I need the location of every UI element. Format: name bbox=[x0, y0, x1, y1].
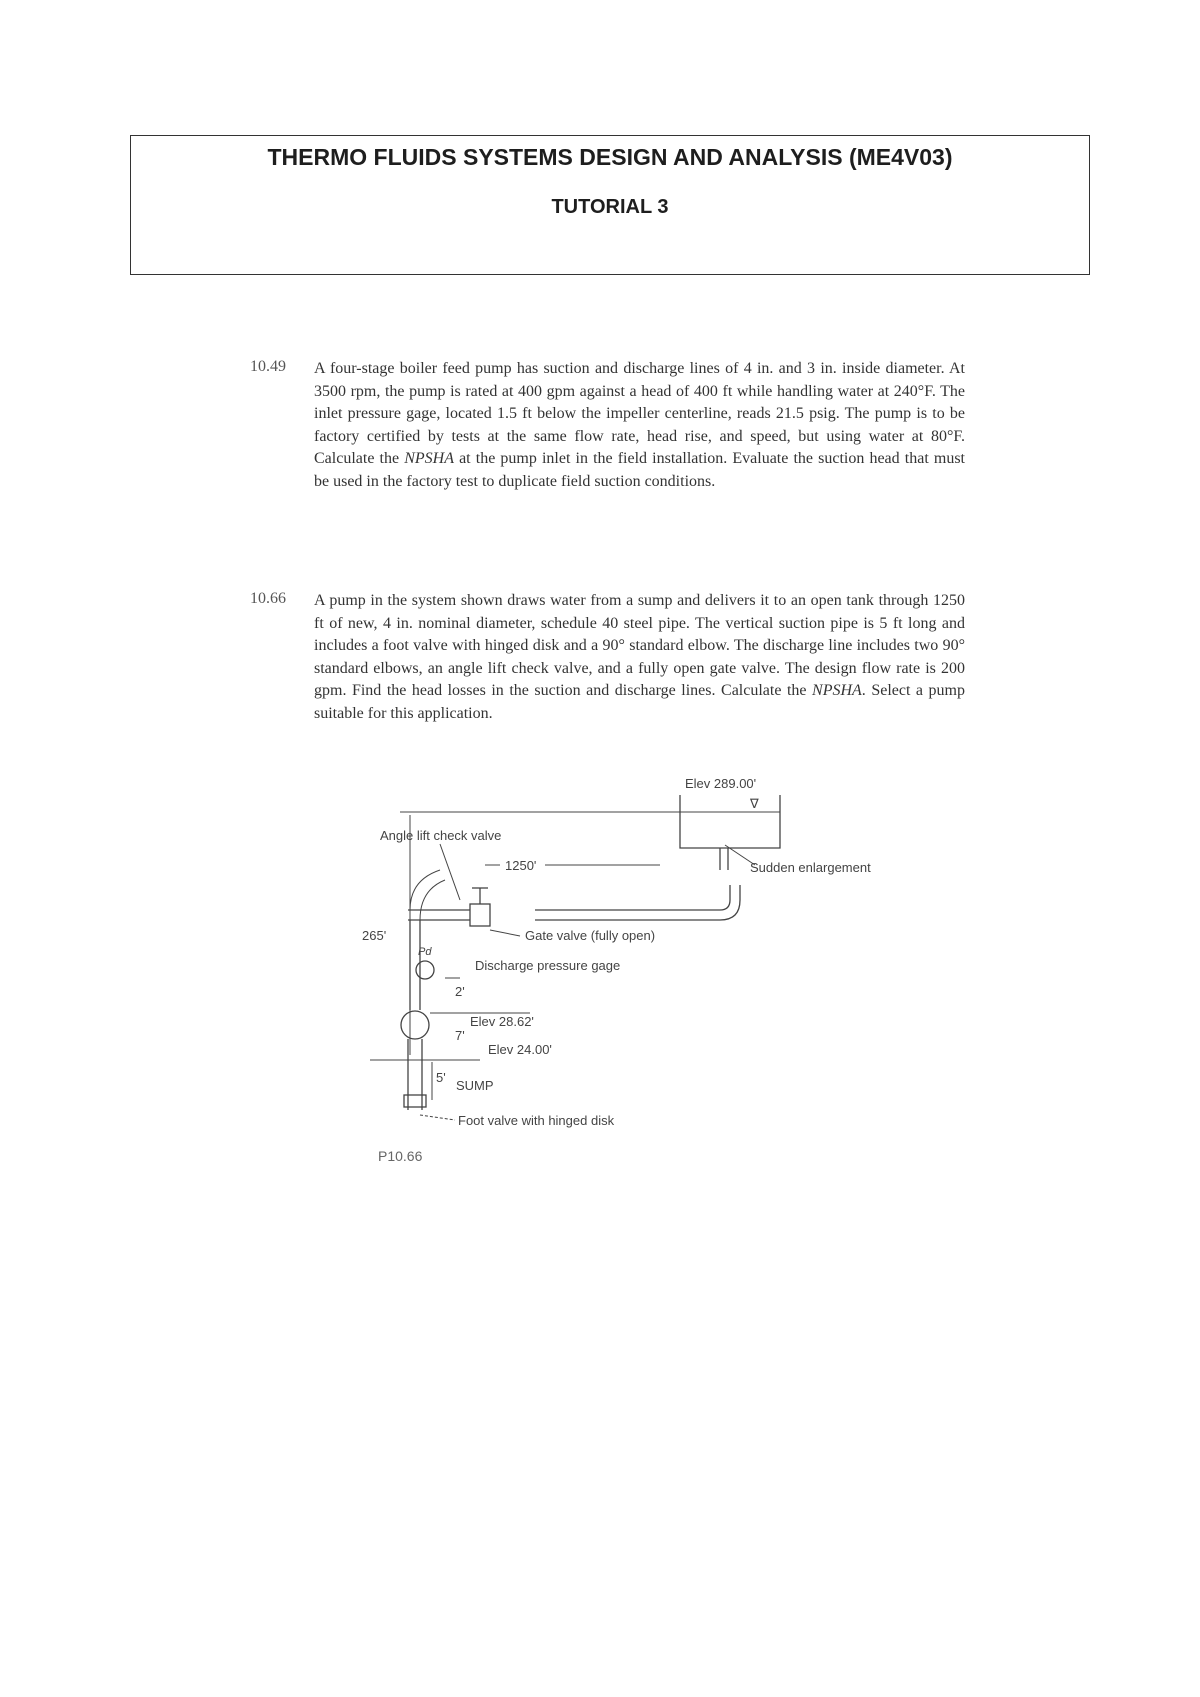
label-two-ft: 2' bbox=[455, 984, 465, 999]
label-elev-top: Elev 289.00' bbox=[685, 776, 757, 791]
problem-text-italic: NPSHA bbox=[812, 682, 862, 699]
label-height: 265' bbox=[362, 928, 387, 943]
problem-text bbox=[314, 358, 965, 493]
tank-outline bbox=[680, 795, 780, 848]
label-foot-valve: Foot valve with hinged disk bbox=[458, 1113, 615, 1128]
problem-text bbox=[314, 590, 965, 725]
problem-10-49 bbox=[250, 358, 965, 493]
figure-number: P10.66 bbox=[378, 1148, 423, 1164]
leader-angle-valve bbox=[440, 844, 460, 900]
problem-text-part: . Select a pump suitable for this application. bbox=[314, 682, 965, 722]
label-angle-valve: Angle lift check valve bbox=[380, 828, 502, 843]
pressure-gage-icon bbox=[416, 961, 434, 979]
leader-gate bbox=[490, 930, 520, 936]
foot-valve bbox=[404, 1095, 426, 1107]
label-surface-mark: ∇ bbox=[750, 796, 759, 811]
riser-pipe bbox=[410, 920, 420, 1010]
label-gate: Gate valve (fully open) bbox=[525, 928, 656, 943]
pump-system-figure bbox=[362, 770, 910, 1140]
pump-icon bbox=[401, 1011, 429, 1039]
problem-10-66 bbox=[250, 590, 965, 725]
label-elev-24: Elev 24.00' bbox=[488, 1042, 552, 1057]
problem-text-italic: NPSHA bbox=[404, 450, 454, 467]
problem-text-part: at the pump inlet in the field installation. Evaluate the suction head that must be used in the factory test to duplicate field suction conditions. bbox=[314, 450, 965, 490]
gate-valve bbox=[470, 904, 490, 926]
elbow-top-left bbox=[410, 870, 445, 920]
header-box bbox=[130, 135, 1090, 275]
tutorial-title: TUTORIAL 3 bbox=[551, 196, 669, 218]
label-length: 1250' bbox=[505, 858, 537, 873]
leader-foot-valve bbox=[420, 1115, 455, 1120]
course-title: THERMO FLUIDS SYSTEMS DESIGN AND ANALYSIS (ME4V03) bbox=[267, 144, 953, 170]
elbow-right bbox=[720, 885, 740, 920]
label-elev-2862: Elev 28.62' bbox=[470, 1014, 534, 1029]
problem-text-part: A four-stage boiler feed pump has suction and discharge lines of 4 in. and 3 in. inside diameter. At 3500 rpm, the pump is rated at 400 gpm against a head of 400 ft while handling water at 240°F. The inlet pressure gage, located 1.5 ft below the impeller centerline, reads 21.5 psig. The pump is to be factory certified by tests at the same flow rate, head rise, and speed, but using water at 80°F. Calculate the bbox=[314, 360, 965, 467]
problem-text-part: A pump in the system shown draws water from a sump and delivers it to an open tank through 1250 ft of new, 4 in. nominal diameter, schedule 40 steel pipe. The vertical suction pipe is 5 ft long and includes a foot valve with hinged disk and a 90° standard elbow. The discharge line includes two 90° standard elbows, an angle lift check valve, and a fully open gate valve. The design flow rate is 200 gpm. Find the head losses in the suction and discharge lines. Calculate the bbox=[314, 592, 965, 699]
label-discharge-gage: Discharge pressure gage bbox=[475, 958, 621, 973]
label-pd: Pd bbox=[418, 946, 432, 958]
discharge-pipe-left bbox=[408, 910, 470, 920]
problem-number: 10.49 bbox=[250, 358, 286, 375]
label-sudden: Sudden enlargement bbox=[750, 860, 871, 875]
label-seven-ft: 7' bbox=[455, 1028, 465, 1043]
problem-number: 10.66 bbox=[250, 590, 286, 607]
label-five-ft: 5' bbox=[436, 1070, 446, 1085]
label-sump: SUMP bbox=[456, 1078, 494, 1093]
